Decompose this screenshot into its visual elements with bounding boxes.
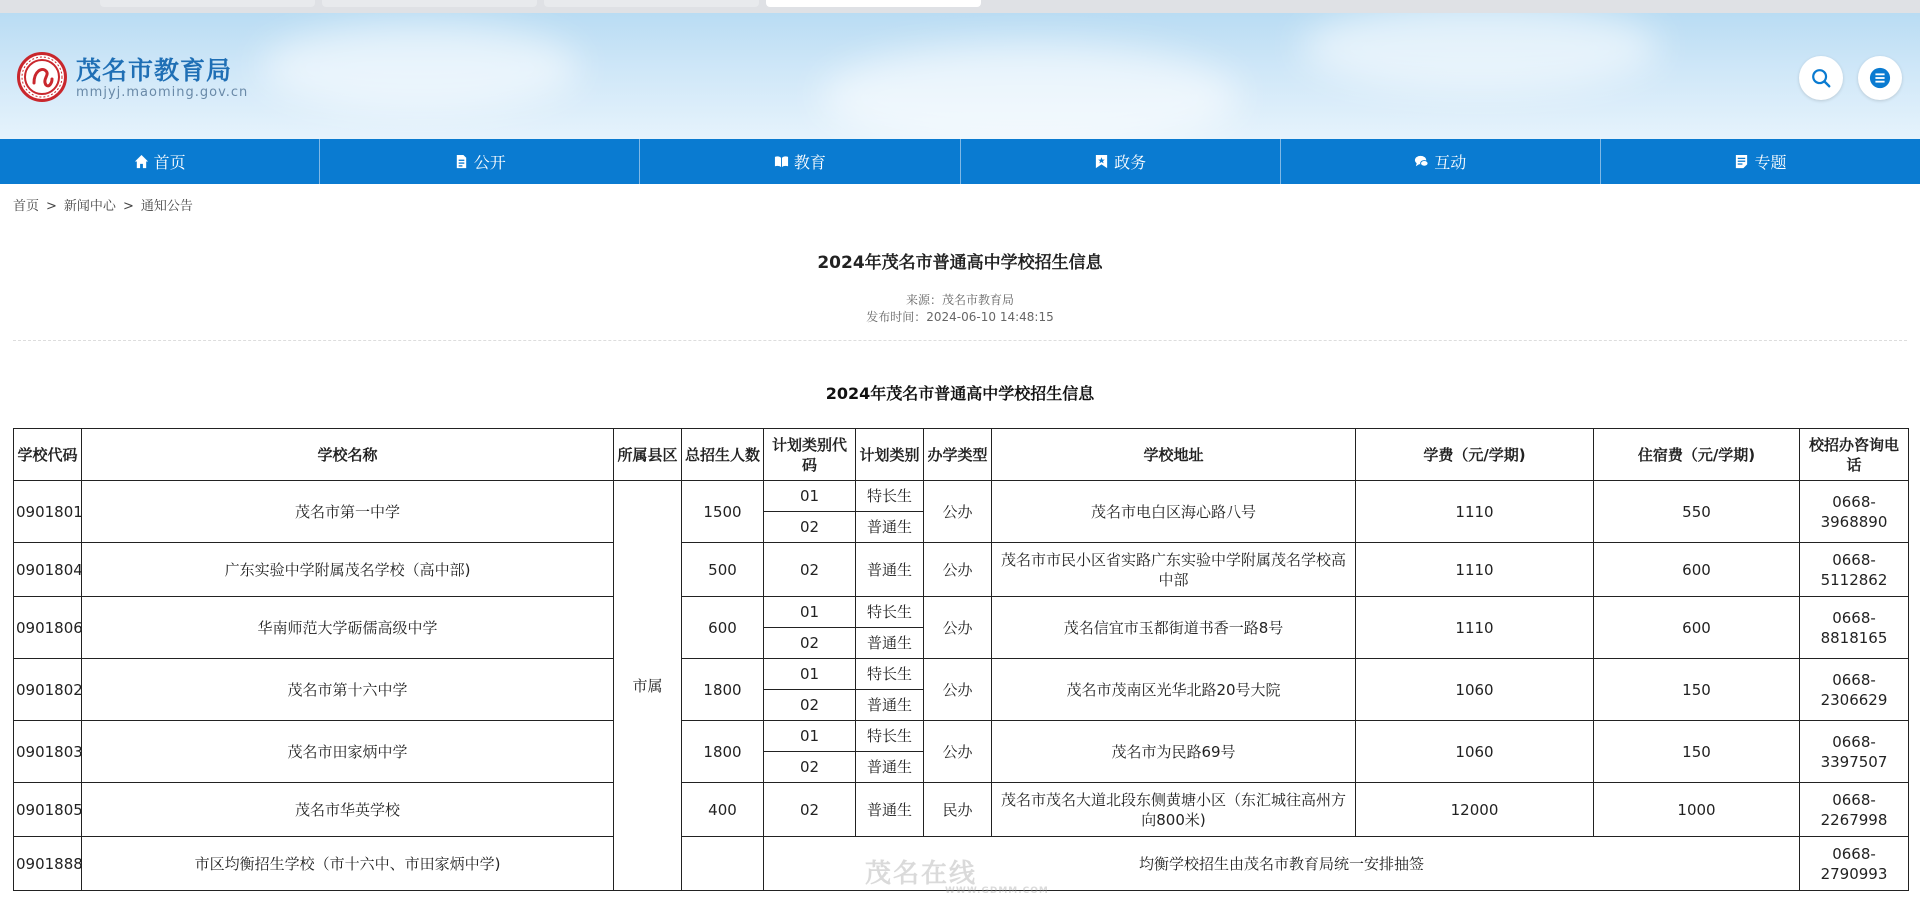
chat-icon (1414, 154, 1429, 169)
cell-plan-type: 普通生 (856, 752, 924, 783)
cell-total: 400 (682, 783, 764, 837)
logo-emblem-icon[interactable] (17, 52, 67, 102)
admissions-table (13, 428, 1909, 891)
table-row (14, 543, 1909, 597)
cell-boarding: 550 (1594, 481, 1800, 543)
cell-phone: 0668-3397507 (1800, 721, 1909, 783)
nav-item-label: 首页 (153, 153, 186, 172)
header-total-enrollment: 总招生人数 (682, 429, 764, 481)
cell-total: 500 (682, 543, 764, 597)
nav-item-government[interactable] (961, 139, 1281, 184)
cell-plan-code: 01 (764, 597, 856, 628)
header-phone: 校招办咨询电话 (1800, 429, 1909, 481)
cell-school-name: 市区均衡招生学校（市十六中、市田家炳中学) (82, 837, 614, 891)
table-row (14, 659, 1909, 690)
cell-plan-code: 02 (764, 752, 856, 783)
cell-plan-type: 普通生 (856, 690, 924, 721)
menu-icon (1869, 67, 1891, 89)
cell-school-type: 公办 (924, 597, 992, 659)
cell-school-code: 0901803 (14, 721, 82, 783)
header-school-name: 学校名称 (82, 429, 614, 481)
cell-tuition: 1110 (1356, 481, 1594, 543)
nav-item-interaction[interactable] (1281, 139, 1601, 184)
cell-phone: 0668-2306629 (1800, 659, 1909, 721)
cell-school-code: 0901805 (14, 783, 82, 837)
browser-tab[interactable] (544, 0, 759, 7)
cell-address: 茂名信宜市玉都街道书香一路8号 (992, 597, 1356, 659)
cell-plan-type: 普通生 (856, 543, 924, 597)
site-header (0, 13, 1920, 139)
table-title: 2024年茂名市普通高中学校招生信息 (825, 384, 1095, 403)
cell-school-name: 茂名市田家炳中学 (82, 721, 614, 783)
breadcrumb-separator: > (122, 199, 134, 214)
cell-school-code: 0901801 (14, 481, 82, 543)
article-publish-time: 发布时间：2024-06-10 14:48:15 (866, 310, 1054, 324)
site-title[interactable]: 茂名市教育局 (76, 56, 233, 85)
table-row (14, 721, 1909, 752)
cell-boarding: 600 (1594, 597, 1800, 659)
breadcrumb-separator: > (46, 199, 57, 214)
bookmark-icon (1094, 154, 1109, 169)
main-nav (0, 139, 1920, 184)
breadcrumb (13, 195, 193, 214)
breadcrumb-home[interactable]: 首页 (13, 199, 40, 214)
nav-item-topics[interactable] (1601, 139, 1920, 184)
cell-school-type: 公办 (924, 659, 992, 721)
nav-item-label: 互动 (1434, 153, 1467, 172)
cell-phone: 0668-8818165 (1800, 597, 1909, 659)
cell-total: 600 (682, 597, 764, 659)
cell-plan-type: 普通生 (856, 512, 924, 543)
cell-plan-type: 特长生 (856, 481, 924, 512)
cell-plan-type: 普通生 (856, 628, 924, 659)
nav-item-label: 教育 (793, 153, 826, 172)
cell-school-code: 0901806 (14, 597, 82, 659)
cell-phone: 0668-2790993 (1800, 837, 1909, 891)
cell-boarding: 600 (1594, 543, 1800, 597)
cell-plan-code: 02 (764, 628, 856, 659)
browser-tab-strip (0, 0, 1920, 13)
breadcrumb-news-center[interactable]: 新闻中心 (63, 199, 116, 214)
cell-school-type: 公办 (924, 721, 992, 783)
header-plan-code: 计划类别代码 (764, 429, 856, 481)
cell-school-type: 民办 (924, 783, 992, 837)
header-boarding-fee: 住宿费（元/学期) (1594, 429, 1800, 481)
watermark (865, 853, 1049, 896)
cell-phone: 0668-5112862 (1800, 543, 1909, 597)
header-tuition: 学费（元/学期) (1356, 429, 1594, 481)
search-icon (1810, 67, 1832, 89)
cell-phone: 0668-3968890 (1800, 481, 1909, 543)
cell-school-type: 公办 (924, 543, 992, 597)
table-header-row (14, 429, 1909, 481)
cell-plan-code: 02 (764, 512, 856, 543)
cell-school-name: 茂名市第十六中学 (82, 659, 614, 721)
cell-plan-type: 特长生 (856, 721, 924, 752)
cell-note: 均衡学校招生由茂名市教育局统一安排抽签 (764, 837, 1800, 891)
cell-tuition: 12000 (1356, 783, 1594, 837)
cell-plan-type: 特长生 (856, 659, 924, 690)
header-plan-type: 计划类别 (856, 429, 924, 481)
header-school-code: 学校代码 (14, 429, 82, 481)
cell-plan-type: 普通生 (856, 783, 924, 837)
header-school-type: 办学类型 (924, 429, 992, 481)
cell-plan-code: 01 (764, 659, 856, 690)
header-address: 学校地址 (992, 429, 1356, 481)
notes-icon (1734, 154, 1749, 169)
home-icon (134, 154, 149, 169)
cell-plan-code: 01 (764, 481, 856, 512)
table-row (14, 481, 1909, 512)
cell-plan-type: 特长生 (856, 597, 924, 628)
watermark-url: WWW.GDMM.COM (945, 886, 1049, 896)
article-source: 来源：茂名市教育局 (905, 293, 1014, 307)
cell-school-name: 华南师范大学砺儒高级中学 (82, 597, 614, 659)
cell-tuition: 1110 (1356, 597, 1594, 659)
cell-plan-code: 01 (764, 721, 856, 752)
book-icon (774, 154, 789, 169)
cell-total: 1800 (682, 659, 764, 721)
cell-school-code: 0901804 (14, 543, 82, 597)
cell-school-name: 茂名市第一中学 (82, 481, 614, 543)
cell-school-name: 茂名市华英学校 (82, 783, 614, 837)
article-title: 2024年茂名市普通高中学校招生信息 (817, 253, 1103, 273)
table-row (14, 597, 1909, 628)
cell-school-code: 0901802 (14, 659, 82, 721)
cell-boarding: 150 (1594, 659, 1800, 721)
cell-plan-code: 02 (764, 690, 856, 721)
cell-boarding: 1000 (1594, 783, 1800, 837)
nav-item-home[interactable] (0, 139, 320, 184)
site-url: mmjyj.maoming.gov.cn (76, 85, 249, 100)
cell-address: 茂名市茂名大道北段东侧黄塘小区（东汇城往高州方向800米) (992, 783, 1356, 837)
cell-school-type: 公办 (924, 481, 992, 543)
cell-total: 1800 (682, 721, 764, 783)
nav-item-label: 公开 (473, 153, 506, 172)
cell-address: 茂名市市民小区省实路广东实验中学附属茂名学校高中部 (992, 543, 1356, 597)
watermark-brand: 茂名在线 (865, 859, 978, 889)
cell-tuition: 1060 (1356, 659, 1594, 721)
browser-tab[interactable] (100, 0, 315, 7)
browser-tab[interactable] (322, 0, 537, 7)
header-county: 所属县区 (614, 429, 682, 481)
menu-button[interactable] (1858, 56, 1902, 100)
browser-tab-active[interactable] (766, 0, 981, 7)
nav-item-label: 政务 (1114, 153, 1147, 172)
cell-boarding: 150 (1594, 721, 1800, 783)
cell-address: 茂名市为民路69号 (992, 721, 1356, 783)
table-row (14, 783, 1909, 837)
divider (13, 340, 1907, 341)
cell-school-name: 广东实验中学附属茂名学校（高中部) (82, 543, 614, 597)
document-icon (454, 154, 469, 169)
cell-school-code: 0901888 (14, 837, 82, 891)
cell-total (682, 837, 764, 891)
breadcrumb-notices[interactable]: 通知公告 (140, 199, 193, 214)
nav-item-public[interactable] (320, 139, 640, 184)
cell-tuition: 1110 (1356, 543, 1594, 597)
nav-item-label: 专题 (1754, 153, 1787, 172)
cell-address: 茂名市茂南区光华北路20号大院 (992, 659, 1356, 721)
nav-item-education[interactable] (640, 139, 960, 184)
cell-county: 市属 (614, 481, 682, 891)
cell-plan-code: 02 (764, 543, 856, 597)
search-button[interactable] (1799, 56, 1843, 100)
cell-phone: 0668-2267998 (1800, 783, 1909, 837)
cell-address: 茂名市电白区海心路八号 (992, 481, 1356, 543)
cell-total: 1500 (682, 481, 764, 543)
cell-plan-code: 02 (764, 783, 856, 837)
cell-tuition: 1060 (1356, 721, 1594, 783)
